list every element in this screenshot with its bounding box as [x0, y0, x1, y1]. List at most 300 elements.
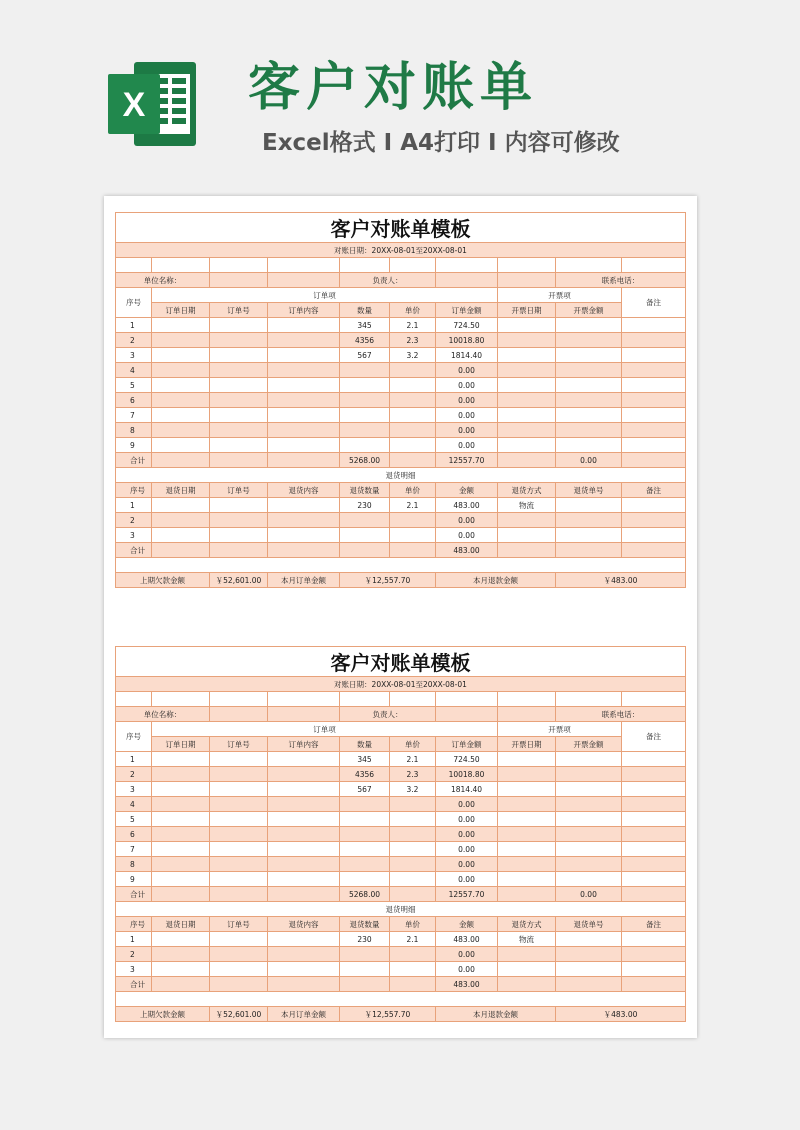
order-amount: 0.00 [436, 378, 498, 393]
order-no[interactable] [210, 812, 268, 827]
unit-value[interactable] [268, 273, 340, 288]
order-amount: 0.00 [436, 827, 498, 842]
blank-cell [268, 543, 340, 558]
unit-value[interactable] [268, 707, 340, 722]
remark[interactable] [622, 752, 686, 767]
blank-cell [622, 887, 686, 902]
remark[interactable] [622, 872, 686, 887]
order-qty[interactable] [340, 827, 390, 842]
invoice-date[interactable] [498, 333, 556, 348]
order-price[interactable]: 2.3 [390, 767, 436, 782]
order-content[interactable] [268, 842, 340, 857]
return-amount: 483.00 [436, 932, 498, 947]
column-header: 数量 [340, 303, 390, 318]
blank-cell [498, 258, 556, 273]
order-no[interactable] [210, 947, 268, 962]
return-content[interactable] [268, 498, 340, 513]
order-qty[interactable] [340, 363, 390, 378]
order-no[interactable] [210, 393, 268, 408]
table-row [116, 857, 686, 872]
order-content[interactable] [268, 812, 340, 827]
order-date[interactable] [152, 348, 210, 363]
remark[interactable] [622, 857, 686, 872]
return-price[interactable]: 2.1 [390, 932, 436, 947]
order-amount: 0.00 [436, 393, 498, 408]
blank-cell [498, 543, 556, 558]
invoice-amount[interactable] [556, 842, 622, 857]
returns-column-header: 退货日期 [152, 483, 210, 498]
owner-value[interactable] [436, 273, 498, 288]
order-no[interactable] [210, 842, 268, 857]
owner-value[interactable] [498, 707, 556, 722]
order-qty[interactable] [340, 408, 390, 423]
order-price[interactable] [390, 393, 436, 408]
column-header: 开票金额 [556, 303, 622, 318]
order-price[interactable] [390, 797, 436, 812]
returns-column-header: 备注 [622, 917, 686, 932]
return-qty[interactable]: 230 [340, 932, 390, 947]
remark[interactable] [622, 962, 686, 977]
order-qty[interactable]: 4356 [340, 333, 390, 348]
header [0, 0, 800, 180]
invoice-amount[interactable] [556, 348, 622, 363]
returns-column-header: 序号 [116, 483, 152, 498]
order-content[interactable] [268, 363, 340, 378]
order-amount: 0.00 [436, 797, 498, 812]
table-row [116, 528, 686, 543]
column-header: 订单内容 [268, 737, 340, 752]
blank-row [116, 558, 686, 573]
return-method[interactable] [498, 528, 556, 543]
invoice-date[interactable] [498, 393, 556, 408]
order-qty[interactable] [340, 378, 390, 393]
return-date[interactable] [152, 932, 210, 947]
remark[interactable] [622, 812, 686, 827]
return-no[interactable] [556, 962, 622, 977]
order-date[interactable] [152, 782, 210, 797]
return-qty[interactable] [340, 947, 390, 962]
column-header: 订单号 [210, 303, 268, 318]
return-content[interactable] [268, 932, 340, 947]
order-no[interactable] [210, 752, 268, 767]
order-content[interactable] [268, 752, 340, 767]
return-qty[interactable]: 230 [340, 498, 390, 513]
invoice-date[interactable] [498, 318, 556, 333]
order-content[interactable] [268, 423, 340, 438]
order-price[interactable] [390, 378, 436, 393]
invoice-amount[interactable] [556, 767, 622, 782]
order-price[interactable] [390, 857, 436, 872]
order-no[interactable] [210, 318, 268, 333]
order-date[interactable] [152, 393, 210, 408]
owner-label: 负责人： [340, 707, 436, 722]
return-amount: 0.00 [436, 962, 498, 977]
remark[interactable] [622, 348, 686, 363]
row-seq: 4 [116, 363, 152, 378]
invoice-date[interactable] [498, 408, 556, 423]
order-no[interactable] [210, 438, 268, 453]
invoice-date[interactable] [498, 842, 556, 857]
invoice-amount[interactable] [556, 318, 622, 333]
remark[interactable] [622, 333, 686, 348]
page-title: 客户对账单 [248, 58, 539, 118]
return-no[interactable] [556, 498, 622, 513]
invoice-date[interactable] [498, 423, 556, 438]
remark[interactable] [622, 782, 686, 797]
order-total-row [116, 887, 686, 902]
order-no[interactable] [210, 872, 268, 887]
invoice-amount[interactable] [556, 752, 622, 767]
blank-cell [622, 453, 686, 468]
return-no[interactable] [556, 932, 622, 947]
row-seq: 9 [116, 438, 152, 453]
return-qty[interactable] [340, 962, 390, 977]
remark[interactable] [622, 827, 686, 842]
order-price[interactable] [390, 842, 436, 857]
order-price[interactable] [390, 827, 436, 842]
remark[interactable] [622, 498, 686, 513]
order-content[interactable] [268, 393, 340, 408]
order-no[interactable] [210, 378, 268, 393]
order-qty[interactable] [340, 812, 390, 827]
returns-header-row [116, 483, 686, 498]
order-date[interactable] [152, 333, 210, 348]
blank-cell [622, 258, 686, 273]
invoice-group-header: 开票项 [498, 288, 622, 303]
order-qty[interactable]: 567 [340, 782, 390, 797]
return-method[interactable]: 物流 [498, 932, 556, 947]
invoice-amount[interactable] [556, 797, 622, 812]
order-price[interactable] [390, 872, 436, 887]
invoice-amount[interactable] [556, 408, 622, 423]
order-amount: 1814.40 [436, 782, 498, 797]
returns-column-header: 退货方式 [498, 917, 556, 932]
return-price[interactable] [390, 528, 436, 543]
order-no[interactable] [210, 797, 268, 812]
blank-cell [268, 977, 340, 992]
table-row [116, 498, 686, 513]
order-content[interactable] [268, 827, 340, 842]
blank-cell [268, 692, 340, 707]
unit-value[interactable] [210, 273, 268, 288]
return-qty[interactable] [340, 528, 390, 543]
order-date[interactable] [152, 812, 210, 827]
return-content[interactable] [268, 962, 340, 977]
order-content[interactable] [268, 782, 340, 797]
blank-cell [340, 692, 390, 707]
order-date[interactable] [152, 752, 210, 767]
remark[interactable] [622, 513, 686, 528]
invoice-date[interactable] [498, 767, 556, 782]
table-row [116, 827, 686, 842]
summary-row [116, 573, 686, 588]
order-price[interactable] [390, 812, 436, 827]
invoice-amount[interactable] [556, 857, 622, 872]
returns-column-header: 序号 [116, 917, 152, 932]
return-price[interactable] [390, 962, 436, 977]
phone-label: 联系电话： [556, 273, 686, 288]
table-row [116, 752, 686, 767]
order-price[interactable] [390, 438, 436, 453]
order-qty[interactable] [340, 797, 390, 812]
blank-cell [622, 543, 686, 558]
order-no[interactable] [210, 857, 268, 872]
order-price[interactable] [390, 408, 436, 423]
order-no[interactable] [210, 767, 268, 782]
return-amount: 0.00 [436, 947, 498, 962]
return-method[interactable] [498, 962, 556, 977]
order-content[interactable] [268, 857, 340, 872]
invoice-amount[interactable] [556, 393, 622, 408]
order-no[interactable] [210, 348, 268, 363]
order-date[interactable] [152, 857, 210, 872]
order-content[interactable] [268, 333, 340, 348]
invoice-amount[interactable] [556, 378, 622, 393]
order-price[interactable]: 2.3 [390, 333, 436, 348]
column-header: 订单内容 [268, 303, 340, 318]
total-label: 合计 [116, 887, 152, 902]
invoice-amount[interactable] [556, 782, 622, 797]
remark[interactable] [622, 363, 686, 378]
order-no[interactable] [210, 423, 268, 438]
order-no[interactable] [210, 932, 268, 947]
invoice-amount[interactable] [556, 812, 622, 827]
return-content[interactable] [268, 513, 340, 528]
invoice-amount[interactable] [556, 423, 622, 438]
return-date[interactable] [152, 962, 210, 977]
order-qty[interactable] [340, 872, 390, 887]
summary-row [116, 1007, 686, 1022]
order-content[interactable] [268, 408, 340, 423]
row-seq: 3 [116, 528, 152, 543]
return-method[interactable] [498, 513, 556, 528]
invoice-date[interactable] [498, 752, 556, 767]
order-content[interactable] [268, 767, 340, 782]
total-label: 合计 [116, 543, 152, 558]
order-price[interactable] [390, 363, 436, 378]
table-row [116, 767, 686, 782]
remark[interactable] [622, 797, 686, 812]
order-amount: 0.00 [436, 408, 498, 423]
order-date[interactable] [152, 408, 210, 423]
column-header: 订单金额 [436, 303, 498, 318]
remark[interactable] [622, 393, 686, 408]
remark[interactable] [622, 842, 686, 857]
return-no[interactable] [556, 513, 622, 528]
blank-cell [390, 543, 436, 558]
returns-column-header: 退货方式 [498, 483, 556, 498]
return-price[interactable]: 2.1 [390, 498, 436, 513]
remark[interactable] [622, 767, 686, 782]
blank-cell [152, 258, 210, 273]
order-price[interactable]: 3.2 [390, 782, 436, 797]
remark[interactable] [622, 408, 686, 423]
excel-icon [104, 56, 200, 152]
owner-value[interactable] [498, 273, 556, 288]
return-content[interactable] [268, 947, 340, 962]
returns-title: 退货明细 [116, 468, 686, 483]
returns-header-row [116, 917, 686, 932]
invoice-date[interactable] [498, 872, 556, 887]
return-no[interactable] [556, 947, 622, 962]
table-row [116, 947, 686, 962]
order-qty[interactable] [340, 423, 390, 438]
order-price[interactable] [390, 423, 436, 438]
order-price[interactable]: 2.1 [390, 752, 436, 767]
order-date[interactable] [152, 318, 210, 333]
invoice-date[interactable] [498, 782, 556, 797]
invoice-date[interactable] [498, 857, 556, 872]
return-date[interactable] [152, 513, 210, 528]
returns-column-header: 备注 [622, 483, 686, 498]
remark[interactable] [622, 378, 686, 393]
order-no[interactable] [210, 498, 268, 513]
returns-column-header: 订单号 [210, 917, 268, 932]
order-qty[interactable]: 567 [340, 348, 390, 363]
remark[interactable] [622, 932, 686, 947]
order-no[interactable] [210, 962, 268, 977]
blank-cell [268, 258, 340, 273]
remark[interactable] [622, 423, 686, 438]
invoice-amount[interactable] [556, 827, 622, 842]
order-no[interactable] [210, 513, 268, 528]
row-seq: 1 [116, 932, 152, 947]
return-price[interactable] [390, 947, 436, 962]
statement-table [115, 646, 686, 1022]
invoice-date[interactable] [498, 438, 556, 453]
invoice-amount[interactable] [556, 872, 622, 887]
blank-cell [152, 887, 210, 902]
order-no[interactable] [210, 528, 268, 543]
order-no[interactable] [210, 782, 268, 797]
table-row [116, 363, 686, 378]
info-row [116, 273, 686, 288]
blank-cell [556, 692, 622, 707]
return-method[interactable]: 物流 [498, 498, 556, 513]
blank-cell [210, 453, 268, 468]
period-row [116, 243, 686, 258]
invoice-group-header: 开票项 [498, 722, 622, 737]
return-method[interactable] [498, 947, 556, 962]
order-no[interactable] [210, 333, 268, 348]
column-header: 订单号 [210, 737, 268, 752]
order-date[interactable] [152, 378, 210, 393]
order-qty[interactable] [340, 857, 390, 872]
order-date[interactable] [152, 767, 210, 782]
order-date[interactable] [152, 438, 210, 453]
return-content[interactable] [268, 528, 340, 543]
blank-cell [268, 887, 340, 902]
blank-cell [340, 543, 390, 558]
order-date[interactable] [152, 872, 210, 887]
return-date[interactable] [152, 528, 210, 543]
order-amount: 10018.80 [436, 767, 498, 782]
prev-debt-label: 上期欠款金额 [116, 573, 210, 588]
order-content[interactable] [268, 797, 340, 812]
return-date[interactable] [152, 498, 210, 513]
return-qty[interactable] [340, 513, 390, 528]
order-content[interactable] [268, 438, 340, 453]
unit-value[interactable] [210, 707, 268, 722]
period-row [116, 677, 686, 692]
order-qty[interactable]: 345 [340, 318, 390, 333]
remark-header: 备注 [622, 288, 686, 318]
order-date[interactable] [152, 827, 210, 842]
row-seq: 3 [116, 348, 152, 363]
row-seq: 1 [116, 318, 152, 333]
row-seq: 2 [116, 513, 152, 528]
order-content[interactable] [268, 318, 340, 333]
invoice-date[interactable] [498, 363, 556, 378]
order-group-header: 订单项 [152, 722, 498, 737]
order-no[interactable] [210, 827, 268, 842]
order-qty[interactable] [340, 438, 390, 453]
order-price[interactable]: 3.2 [390, 348, 436, 363]
order-no[interactable] [210, 408, 268, 423]
table-row [116, 513, 686, 528]
table-row [116, 423, 686, 438]
order-content[interactable] [268, 378, 340, 393]
invoice-amount[interactable] [556, 438, 622, 453]
returns-column-header: 金额 [436, 917, 498, 932]
order-date[interactable] [152, 797, 210, 812]
month-refund-value: ￥483.00 [556, 573, 686, 588]
return-date[interactable] [152, 947, 210, 962]
row-seq: 2 [116, 767, 152, 782]
table-row [116, 393, 686, 408]
return-no[interactable] [556, 528, 622, 543]
order-content[interactable] [268, 348, 340, 363]
order-amount: 724.50 [436, 752, 498, 767]
returns-column-header: 单价 [390, 917, 436, 932]
return-price[interactable] [390, 513, 436, 528]
invoice-date[interactable] [498, 797, 556, 812]
column-header: 数量 [340, 737, 390, 752]
invoice-date[interactable] [498, 348, 556, 363]
unit-label: 单位名称： [116, 273, 210, 288]
invoice-date[interactable] [498, 827, 556, 842]
remark-header: 备注 [622, 722, 686, 752]
order-no[interactable] [210, 363, 268, 378]
invoice-amount[interactable] [556, 333, 622, 348]
blank-cell [152, 453, 210, 468]
title-row [116, 213, 686, 243]
remark[interactable] [622, 947, 686, 962]
table-row [116, 872, 686, 887]
order-qty[interactable] [340, 842, 390, 857]
blank-cell [268, 453, 340, 468]
order-content[interactable] [268, 872, 340, 887]
invoice-amount[interactable] [556, 363, 622, 378]
order-date[interactable] [152, 423, 210, 438]
blank-cell [622, 692, 686, 707]
owner-value[interactable] [436, 707, 498, 722]
blank-cell [390, 453, 436, 468]
return-amount: 483.00 [436, 498, 498, 513]
remark[interactable] [622, 318, 686, 333]
blank-cell [556, 977, 622, 992]
order-date[interactable] [152, 363, 210, 378]
order-qty[interactable]: 345 [340, 752, 390, 767]
invoice-date[interactable] [498, 378, 556, 393]
order-qty[interactable]: 4356 [340, 767, 390, 782]
remark[interactable] [622, 438, 686, 453]
invoice-date[interactable] [498, 812, 556, 827]
order-price[interactable]: 2.1 [390, 318, 436, 333]
remark[interactable] [622, 528, 686, 543]
order-qty[interactable] [340, 393, 390, 408]
order-date[interactable] [152, 842, 210, 857]
